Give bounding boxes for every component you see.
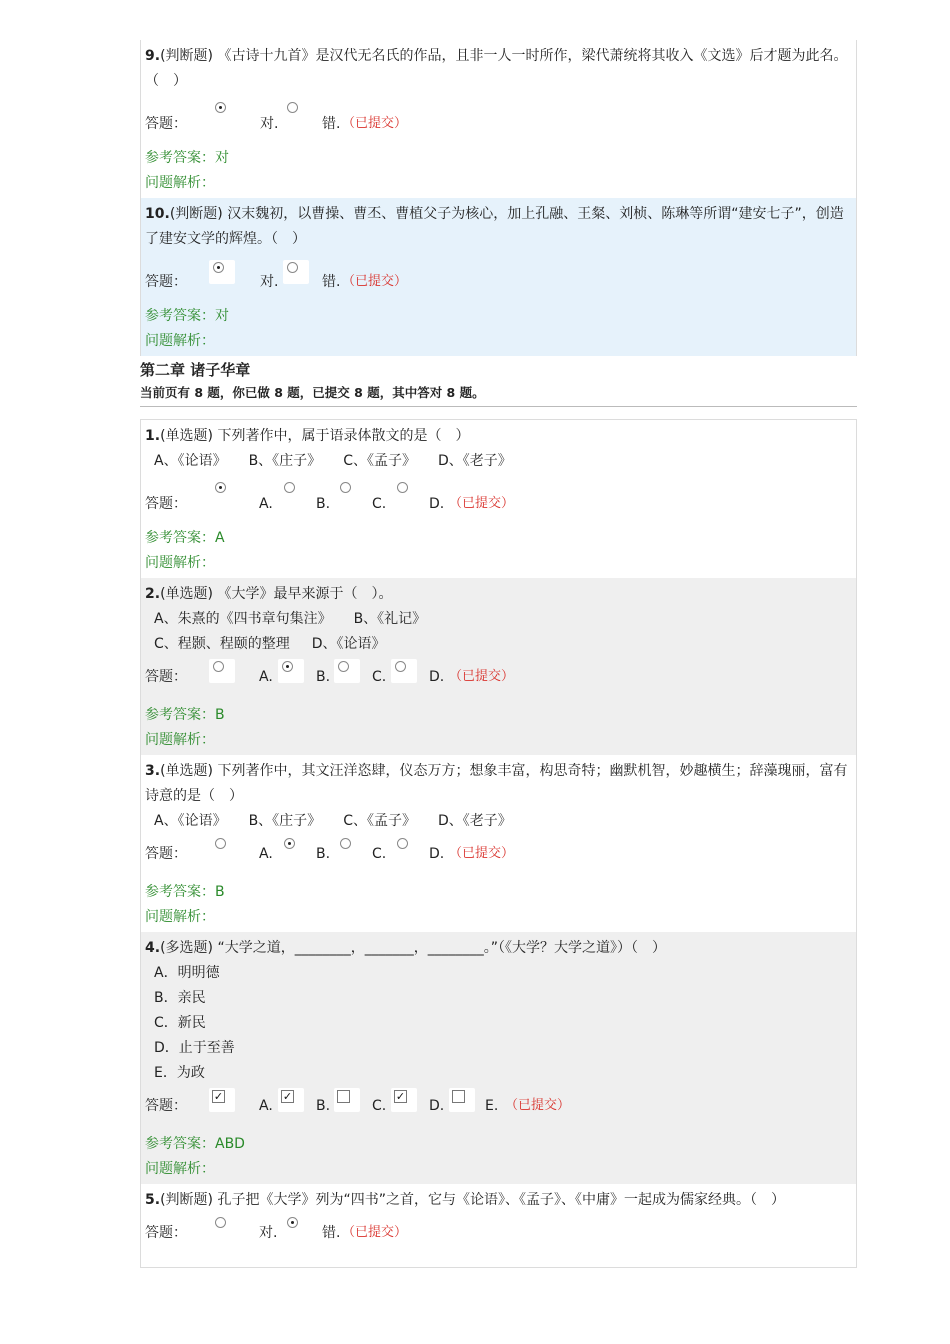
choice-a: A．明明德 xyxy=(154,965,220,981)
analysis-label: 问题解析： xyxy=(145,909,215,925)
option-label: A. xyxy=(259,496,273,512)
option-b-radio[interactable] xyxy=(282,482,308,506)
choices-row xyxy=(145,632,852,657)
choices-row xyxy=(145,809,852,834)
reference-answer: 参考答案：ABD xyxy=(145,1136,245,1152)
option-d-radio[interactable] xyxy=(395,838,421,862)
option-label: E. xyxy=(485,1098,499,1114)
question-number: 2. xyxy=(145,586,161,602)
choice-b: B、《礼记》 xyxy=(353,611,427,627)
question-text xyxy=(145,759,852,809)
reference-answer: 参考答案：对 xyxy=(145,308,229,324)
answer-label: 答题： xyxy=(145,669,187,685)
choice-d: D、《论语》 xyxy=(311,636,386,652)
question-body: 汉末魏初，以曹操、曹丕、曹植父子为核心，加上孔融、王粲、刘桢、陈琳等所谓“建安七子”，创造了建安文学的辉煌。（ ） xyxy=(145,206,844,247)
choice-c: C．新民 xyxy=(154,1015,206,1031)
question-body: 《古诗十九首》是汉代无名氏的作品，且非一人一时所作，梁代萧统将其收入《文选》后才题为此名。（ ） xyxy=(145,48,848,89)
option-label: D. xyxy=(429,496,445,512)
question-type: (单选题) xyxy=(160,586,213,602)
question-type: (判断题) xyxy=(160,1192,213,1208)
analysis-label: 问题解析： xyxy=(145,175,215,191)
option-a-radio[interactable] xyxy=(209,659,235,683)
option-b-radio[interactable] xyxy=(278,659,304,683)
choices-row xyxy=(145,607,852,632)
option-label: B. xyxy=(316,669,331,685)
option-c-radio[interactable] xyxy=(334,659,360,683)
quiz-page xyxy=(140,40,857,1268)
option-false-radio[interactable] xyxy=(283,260,309,284)
question-number: 1. xyxy=(145,428,161,444)
choice-a: A、《论语》 xyxy=(154,453,227,469)
answer-label: 答题： xyxy=(145,1225,187,1241)
option-label: D. xyxy=(429,1098,445,1114)
submitted-status: （已提交） xyxy=(449,496,515,511)
option-label: 错. xyxy=(322,116,341,132)
option-true-radio[interactable] xyxy=(209,260,235,284)
question-type: (判断题) xyxy=(169,206,223,222)
question-text xyxy=(145,424,852,449)
choice-c: C、《孟子》 xyxy=(343,813,416,829)
question-text xyxy=(145,44,852,94)
option-label: A. xyxy=(259,846,273,862)
submitted-status: （已提交） xyxy=(342,1225,408,1240)
analysis-label: 问题解析： xyxy=(145,555,215,571)
option-label: B. xyxy=(316,1098,331,1114)
question-5 xyxy=(140,1184,857,1267)
question-body: 下列著作中，其文汪洋恣肆，仪态万方；想象丰富，构思奇特；幽默机智，妙趣横生；辞藻瑰丽，富有诗意的是（ ） xyxy=(145,763,848,804)
chapter-title: 第二章 诸子华章 xyxy=(140,361,251,379)
question-type: (多选题) xyxy=(160,940,213,956)
reference-answer: 参考答案：A xyxy=(145,530,225,546)
reference-answer: 参考答案：对 xyxy=(145,150,229,166)
question-text xyxy=(145,936,852,961)
option-label: 错. xyxy=(322,274,341,290)
analysis-label: 问题解析： xyxy=(145,333,215,349)
question-text xyxy=(145,1188,852,1213)
question-body: 孔子把《大学》列为“四书”之首，它与《论语》、《孟子》、《中庸》一起成为儒家经典。（ ） xyxy=(217,1192,785,1208)
option-d-radio[interactable] xyxy=(395,482,421,506)
submitted-status: （已提交） xyxy=(342,116,408,131)
option-label: D. xyxy=(429,669,445,685)
choice-c: C、程颢、程颐的整理 xyxy=(154,636,290,652)
option-b-checkbox[interactable]: ✓ xyxy=(278,1088,304,1112)
option-label: A. xyxy=(259,1098,273,1114)
answer-row xyxy=(145,94,852,140)
question-text xyxy=(145,582,852,607)
option-label: D. xyxy=(429,846,445,862)
question-type: (判断题) xyxy=(160,48,213,64)
question-number: 3. xyxy=(145,763,161,779)
answer-row xyxy=(145,252,852,298)
option-a-radio[interactable] xyxy=(213,838,239,862)
option-c-checkbox[interactable] xyxy=(334,1088,360,1112)
option-a-radio[interactable] xyxy=(213,482,239,506)
option-true-radio[interactable] xyxy=(213,1217,239,1241)
answer-label: 答题： xyxy=(145,1098,187,1114)
option-label: C. xyxy=(372,846,387,862)
option-label: C. xyxy=(372,669,387,685)
choice-c: C、《孟子》 xyxy=(343,453,416,469)
option-b-radio[interactable] xyxy=(282,838,308,862)
option-c-radio[interactable] xyxy=(338,838,364,862)
question-9 xyxy=(140,40,857,198)
question-number: 5. xyxy=(145,1192,161,1208)
answer-row xyxy=(145,1086,852,1126)
question-number: 10. xyxy=(145,206,170,222)
question-body: 《大学》最早来源于（ ）。 xyxy=(217,586,393,602)
reference-answer: 参考答案：B xyxy=(145,707,225,723)
question-number: 9. xyxy=(145,48,161,64)
answer-label: 答题： xyxy=(145,496,187,512)
answer-row xyxy=(145,474,852,520)
option-d-radio[interactable] xyxy=(391,659,417,683)
choice-d: D、《老子》 xyxy=(437,813,512,829)
question-text xyxy=(145,202,852,252)
option-label: C. xyxy=(372,496,387,512)
option-true-radio[interactable] xyxy=(213,102,239,126)
option-false-radio[interactable] xyxy=(285,102,311,126)
question-3 xyxy=(140,755,857,932)
question-body: “大学之道，________，_______，________。”（《大学？大学之道》）（ ） xyxy=(217,940,666,956)
choice-b: B、《庄子》 xyxy=(248,453,322,469)
answer-row xyxy=(145,657,852,697)
submitted-status: （已提交） xyxy=(342,274,408,289)
choice-d: D、《老子》 xyxy=(437,453,512,469)
analysis-label: 问题解析： xyxy=(145,1161,215,1177)
option-false-radio[interactable] xyxy=(285,1217,311,1241)
answer-label: 答题： xyxy=(145,116,187,132)
option-label: 对. xyxy=(260,116,279,132)
option-d-checkbox[interactable]: ✓ xyxy=(391,1088,417,1112)
answer-row xyxy=(145,1213,852,1249)
option-label: C. xyxy=(372,1098,387,1114)
submitted-status: （已提交） xyxy=(449,846,515,861)
option-label: A. xyxy=(259,669,273,685)
option-label: B. xyxy=(316,496,331,512)
submitted-status: （已提交） xyxy=(449,669,515,684)
choice-e: E．为政 xyxy=(154,1065,205,1081)
chapter-summary: 当前页有 8 题，你已做 8 题，已提交 8 题，其中答对 8 题。 xyxy=(140,382,857,407)
reference-answer: 参考答案：B xyxy=(145,884,225,900)
question-number: 4. xyxy=(145,940,161,956)
option-label: B. xyxy=(316,846,331,862)
answer-label: 答题： xyxy=(145,274,187,290)
chapter-questions xyxy=(140,419,857,1268)
analysis-label: 问题解析： xyxy=(145,732,215,748)
question-2 xyxy=(140,578,857,755)
question-type: (单选题) xyxy=(160,763,213,779)
question-type: (单选题) xyxy=(160,428,213,444)
choice-d: D．止于至善 xyxy=(154,1040,235,1056)
choice-a: A、《论语》 xyxy=(154,813,227,829)
option-label: 对. xyxy=(259,1225,278,1241)
question-1 xyxy=(140,420,857,578)
option-c-radio[interactable] xyxy=(338,482,364,506)
choice-a: A、朱熹的《四书章句集注》 xyxy=(154,611,332,627)
answer-label: 答题： xyxy=(145,846,187,862)
question-body: 下列著作中，属于语录体散文的是（ ） xyxy=(217,428,470,444)
question-10 xyxy=(140,198,857,356)
choices-row xyxy=(145,449,852,474)
option-label: 错. xyxy=(322,1225,341,1241)
question-4 xyxy=(140,932,857,1184)
option-a-checkbox[interactable]: ✓ xyxy=(209,1088,235,1112)
submitted-status: （已提交） xyxy=(505,1098,571,1113)
answer-row xyxy=(145,834,852,874)
choice-b: B．亲民 xyxy=(154,990,206,1006)
option-e-checkbox[interactable] xyxy=(449,1088,475,1112)
choice-b: B、《庄子》 xyxy=(248,813,322,829)
option-label: 对. xyxy=(260,274,279,290)
